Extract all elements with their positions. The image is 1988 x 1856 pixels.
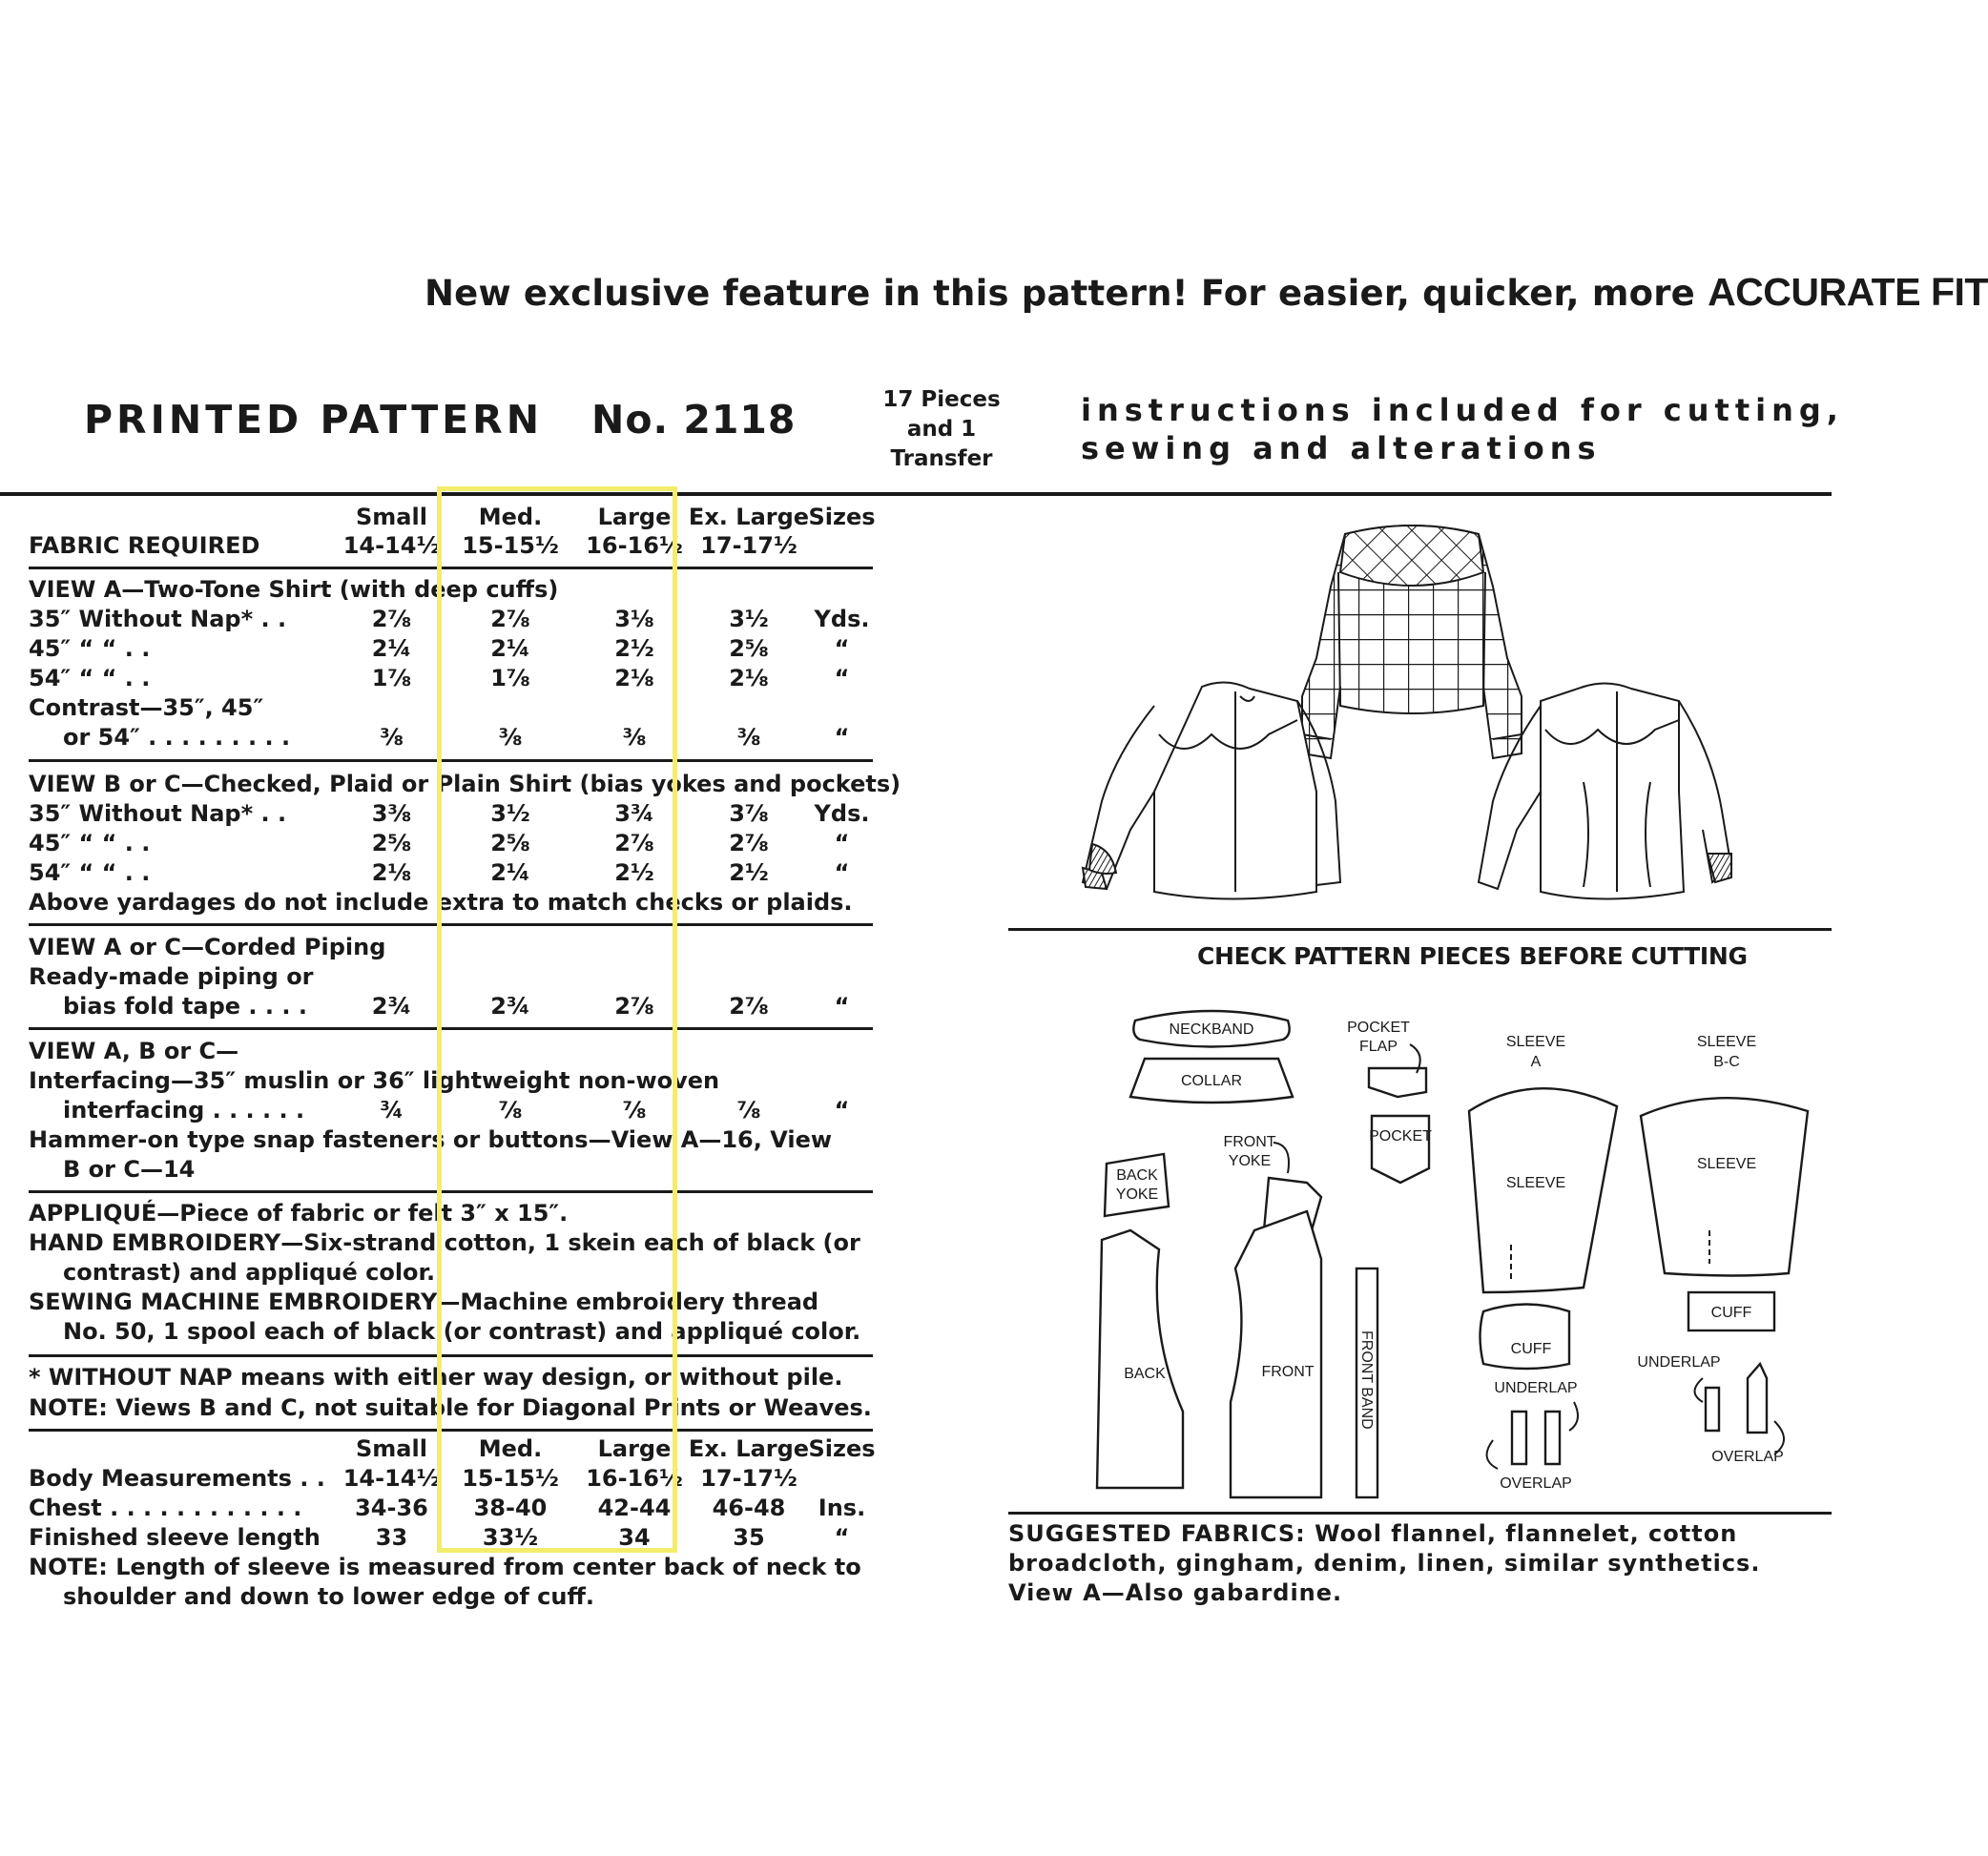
front-yoke-label-2: YOKE — [1228, 1153, 1272, 1169]
cell-small: ⅜ — [380, 724, 404, 751]
nap-note: * WITHOUT NAP means with either way design, or without pile. — [29, 1364, 843, 1391]
pocket-label: POCKET — [1369, 1128, 1432, 1145]
cell-small: ¾ — [380, 1097, 404, 1124]
shirt-back-view — [1302, 526, 1522, 758]
pieces-line-2: and 1 Transfer — [890, 417, 993, 471]
row-label: bias fold tape . . . . — [63, 993, 307, 1020]
piece-plackets-a — [1487, 1380, 1578, 1492]
row-label: 54″ “ “ . . — [29, 859, 151, 886]
cell-small: 2¼ — [371, 635, 412, 662]
cell-unit: Yds. — [814, 606, 870, 632]
range-large: 16-16½ — [586, 1465, 683, 1492]
piece-pocket — [1369, 1116, 1432, 1183]
size-medium: Med. — [478, 504, 543, 530]
cell-small: 34-36 — [355, 1495, 428, 1521]
cell-large: 34 — [618, 1524, 651, 1551]
range-medium: 15-15½ — [462, 532, 559, 559]
size-small: Small — [356, 1435, 427, 1462]
cell-large: 3⅛ — [614, 606, 654, 632]
cell-xlarge: 3½ — [729, 606, 769, 632]
cell-large: 2⅞ — [614, 993, 654, 1020]
piece-neckband — [1133, 1011, 1289, 1047]
check-pieces-title: CHECK PATTERN PIECES BEFORE CUTTING — [1197, 942, 1748, 970]
cell-unit: Yds. — [814, 800, 870, 827]
diagonal-note: NOTE: Views B and C, not suitable for Diagonal Prints or Weaves. — [29, 1394, 872, 1421]
contrast-label: Contrast—35″, 45″ — [29, 694, 264, 721]
view-a-title: VIEW A—Two-Tone Shirt (with deep cuffs) — [29, 576, 559, 603]
sleeve-a-inner-label: SLEEVE — [1505, 1175, 1566, 1191]
cell-large: ⅜ — [622, 724, 647, 751]
cell-xlarge: 2½ — [729, 859, 769, 886]
cell-medium: ⅜ — [498, 724, 523, 751]
headline — [425, 270, 1988, 315]
cell-xlarge: 46-48 — [712, 1495, 786, 1521]
cell-medium: ⅞ — [498, 1097, 523, 1124]
view-abc-line-1: Interfacing—35″ muslin or 36″ lightweight non-woven — [29, 1067, 720, 1094]
headline-accent: ACCURATE FIT — [1708, 270, 1988, 314]
sleeve-a-label-2: A — [1530, 1054, 1542, 1070]
size-medium: Med. — [478, 1435, 543, 1462]
machine-embroidery-line-2: No. 50, 1 spool each of black (or contrast) and appliqué color. — [63, 1318, 861, 1345]
cell-medium: 2⅝ — [490, 830, 530, 856]
collar-label: COLLAR — [1180, 1073, 1243, 1089]
cell-unit: “ — [834, 830, 850, 856]
cell-unit: “ — [834, 1524, 850, 1551]
piece-pocket-flap — [1347, 1020, 1426, 1097]
cell-unit: “ — [834, 665, 850, 691]
hand-embroidery-line-1: HAND EMBROIDERY—Six-strand cotton, 1 skein each of black (or — [29, 1229, 860, 1256]
overlap-a-label: OVERLAP — [1500, 1475, 1572, 1492]
front-label: FRONT — [1261, 1364, 1315, 1380]
pieces-count — [856, 385, 1027, 474]
neckband-label: NECKBAND — [1169, 1021, 1254, 1038]
cell-unit: “ — [834, 724, 850, 751]
back-yoke-label-2: YOKE — [1115, 1186, 1159, 1203]
instructions-note — [1081, 391, 1844, 467]
cell-small: 33 — [375, 1524, 408, 1551]
pattern-pieces-diagram — [1087, 1001, 1832, 1507]
cell-xlarge: ⅞ — [736, 1097, 761, 1124]
cell-small: 2⅝ — [371, 830, 412, 856]
cell-large: 2⅞ — [614, 830, 654, 856]
piece-sleeve-a — [1469, 1034, 1617, 1292]
cell-small: 1⅞ — [371, 665, 412, 691]
cell-medium: 33½ — [482, 1524, 539, 1551]
sleeve-note-line-1: NOTE: Length of sleeve is measured from center back of neck to — [29, 1554, 861, 1580]
cell-medium: 2¾ — [490, 993, 530, 1020]
range-small: 14-14½ — [342, 532, 441, 559]
cell-medium: 3½ — [490, 800, 530, 827]
piece-plackets-bc — [1637, 1354, 1784, 1465]
cell-xlarge: 2⅛ — [729, 665, 769, 691]
sleeve-note-row — [29, 1554, 878, 1583]
piece-back-yoke — [1105, 1154, 1169, 1216]
piece-sleeve-bc — [1641, 1034, 1808, 1276]
cell-medium: 2¼ — [490, 635, 530, 662]
cell-large: 2½ — [614, 859, 654, 886]
cell-large: 3¾ — [614, 800, 654, 827]
front-band-label: FRONT BAND — [1358, 1330, 1375, 1430]
underlap-bc-label: UNDERLAP — [1637, 1354, 1721, 1371]
sizes-heading: Sizes — [808, 1435, 876, 1462]
cuff-a-label: CUFF — [1510, 1341, 1552, 1357]
range-medium: 15-15½ — [462, 1465, 559, 1492]
cell-xlarge: ⅜ — [736, 724, 761, 751]
row-label: 45″ “ “ . . — [29, 830, 151, 856]
cell-large: 2½ — [614, 635, 654, 662]
sleeve-label: Finished sleeve length — [29, 1524, 321, 1551]
header-divider — [0, 492, 1832, 496]
back-yoke-label-1: BACK — [1116, 1167, 1158, 1184]
cell-large: ⅞ — [622, 1097, 647, 1124]
sleeve-a-label-1: SLEEVE — [1505, 1034, 1566, 1050]
range-xlarge: 17-17½ — [700, 1465, 797, 1492]
piece-front-band — [1356, 1268, 1377, 1497]
range-large: 16-16½ — [586, 532, 683, 559]
size-small: Small — [356, 504, 427, 530]
back-label: BACK — [1124, 1366, 1166, 1382]
view-bc-title: VIEW B or C—Checked, Plaid or Plain Shirt (bias yokes and pockets) — [29, 771, 901, 797]
snaps-line-2: B or C—14 — [63, 1156, 196, 1183]
cell-medium: 2⅞ — [490, 606, 530, 632]
cell-unit: Ins. — [818, 1495, 866, 1521]
instructions-line-2: sewing and alterations — [1081, 430, 1602, 466]
row-label: interfacing . . . . . . — [63, 1097, 305, 1124]
pieces-line-1: 17 Pieces — [882, 387, 1001, 412]
view-abc-title: VIEW A, B or C— — [29, 1038, 239, 1064]
cell-unit: “ — [834, 993, 850, 1020]
piece-cuff-a — [1481, 1305, 1570, 1370]
cell-small: 2⅞ — [371, 606, 412, 632]
cell-medium: 2¼ — [490, 859, 530, 886]
piece-back — [1097, 1230, 1183, 1488]
body-measurements-label: Body Measurements . . — [29, 1465, 325, 1492]
size-large: Large — [597, 504, 672, 530]
sizes-heading: Sizes — [808, 504, 876, 530]
machine-embroidery-line-1: SEWING MACHINE EMBROIDERY—Machine embroidery thread — [29, 1289, 819, 1315]
row-label: 35″ Without Nap* . . — [29, 606, 287, 632]
pattern-label: PRINTED PATTERN — [84, 397, 544, 443]
pattern-number: No. 2118 — [591, 397, 797, 443]
piece-collar — [1130, 1059, 1293, 1103]
overlap-bc-label: OVERLAP — [1711, 1449, 1784, 1465]
cuff-bc-label: CUFF — [1710, 1305, 1752, 1321]
fabric-required-label: FABRIC REQUIRED — [29, 532, 260, 559]
view-bc-note: Above yardages do not include extra to match checks or plaids. — [29, 889, 853, 916]
cell-medium: 1⅞ — [490, 665, 530, 691]
sleeve-bc-label-2: B-C — [1713, 1054, 1740, 1070]
piece-cuff-bc — [1688, 1292, 1774, 1330]
range-small: 14-14½ — [342, 1465, 441, 1492]
sleeve-note-row — [29, 1583, 878, 1613]
cell-small: 2¾ — [371, 993, 412, 1020]
row-label: 54″ “ “ . . — [29, 665, 151, 691]
size-xlarge: Ex. Large — [688, 504, 810, 530]
snaps-line-1: Hammer-on type snap fasteners or buttons—View A—16, View — [29, 1126, 833, 1153]
range-xlarge: 17-17½ — [700, 532, 797, 559]
shirt-illustrations — [1011, 515, 1832, 916]
cell-small: 3⅜ — [371, 800, 412, 827]
row-label: or 54″ . . . . . . . . . — [63, 724, 291, 751]
row-label: 45″ “ “ . . — [29, 635, 151, 662]
cell-xlarge: 35 — [733, 1524, 765, 1551]
piece-front — [1231, 1211, 1321, 1497]
pocket-flap-label-2: FLAP — [1358, 1039, 1398, 1055]
sleeve-bc-inner-label: SLEEVE — [1696, 1156, 1757, 1172]
cell-medium: 38-40 — [473, 1495, 548, 1521]
size-xlarge: Ex. Large — [688, 1435, 810, 1462]
cell-xlarge: 2⅞ — [729, 993, 769, 1020]
headline-lead: New exclusive feature in this pattern! For easier, quicker, more — [425, 273, 1708, 314]
view-ac-title: VIEW A or C—Corded Piping — [29, 934, 386, 960]
front-yoke-label-1: FRONT — [1223, 1134, 1276, 1150]
cell-xlarge: 2⅞ — [729, 830, 769, 856]
suggested-fabrics: SUGGESTED FABRICS: Wool flannel, flannelet, cotton broadcloth, gingham, denim, linen, similar synthetics. View A—Also gabardine. — [1008, 1520, 1761, 1606]
illustration-divider — [1008, 928, 1832, 931]
cell-small: 2⅛ — [371, 859, 412, 886]
row-label: 35″ Without Nap* . . — [29, 800, 287, 827]
applique-text: APPLIQUÉ—Piece of fabric or felt 3″ x 15″. — [29, 1200, 569, 1227]
underlap-a-label: UNDERLAP — [1494, 1380, 1578, 1396]
cell-unit: “ — [834, 1097, 850, 1124]
view-ac-line-1: Ready-made piping or — [29, 963, 314, 990]
cell-large: 42-44 — [597, 1495, 672, 1521]
chest-label: Chest . . . . . . . . . . . . — [29, 1495, 302, 1521]
instructions-line-1: instructions included for cutting, — [1081, 392, 1844, 428]
pieces-divider — [1008, 1512, 1832, 1515]
cell-unit: “ — [834, 859, 850, 886]
cell-large: 2⅛ — [614, 665, 654, 691]
size-large: Large — [597, 1435, 672, 1462]
sleeve-note-line-2: shoulder and down to lower edge of cuff. — [63, 1583, 595, 1610]
cell-xlarge: 2⅝ — [729, 635, 769, 662]
pocket-flap-label-1: POCKET — [1347, 1020, 1410, 1036]
hand-embroidery-line-2: contrast) and appliqué color. — [63, 1259, 436, 1286]
size-highlight-box — [437, 486, 677, 1553]
cell-unit: “ — [834, 635, 850, 662]
cell-xlarge: 3⅞ — [729, 800, 769, 827]
sleeve-bc-label-1: SLEEVE — [1696, 1034, 1757, 1050]
